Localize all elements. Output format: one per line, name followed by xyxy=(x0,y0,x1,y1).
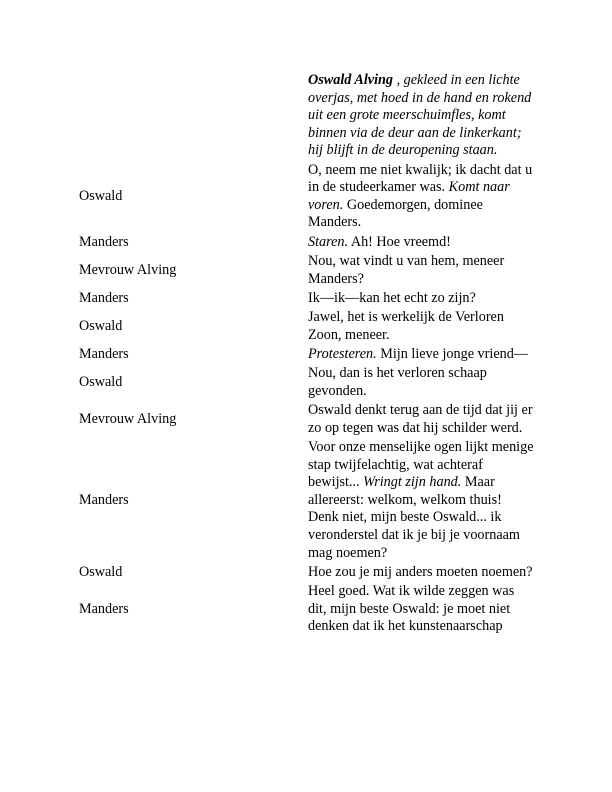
speaker-name: Oswald xyxy=(79,374,123,391)
stage-direction: Staren. xyxy=(308,233,349,250)
dialogue-text: Jawel, het is werkelijk de Verloren Zoon, meneer. xyxy=(308,309,504,343)
dialogue-text: O, neem me niet kwalijk; ik dacht dat u in de studeerkamer was. xyxy=(308,161,533,196)
speaker-name: Manders xyxy=(79,233,129,250)
dialogue-row xyxy=(79,290,539,308)
dialogue-row xyxy=(79,564,539,582)
dialogue-line xyxy=(308,234,536,252)
dialogue-row xyxy=(79,72,539,160)
dialogue-line xyxy=(308,346,536,364)
dialogue-text: Ah! Hoe vreemd! xyxy=(348,233,451,250)
dialogue-script xyxy=(79,72,539,638)
dialogue-row xyxy=(79,402,539,437)
dialogue-line xyxy=(308,162,536,232)
speaker-name: Mevrouw Alving xyxy=(79,410,177,427)
dialogue-line xyxy=(308,309,536,344)
dialogue-text: Oswald denkt terug aan de tijd dat jij er zo op tegen was dat hij schilder werd. xyxy=(308,402,533,436)
stage-direction: Protesteren. xyxy=(308,346,377,363)
dialogue-text: Hoe zou je mij anders moeten noemen? xyxy=(308,563,533,580)
dialogue-line xyxy=(308,402,536,437)
dialogue-row xyxy=(79,309,539,344)
stage-direction: Wringt zijn hand. xyxy=(363,474,462,491)
dialogue-text: Heel goed. Wat ik wilde zeggen was dit, mijn beste Oswald: je moet niet denken dat ik het kunstenaarschap xyxy=(308,583,515,635)
dialogue-row xyxy=(79,439,539,562)
dialogue-row xyxy=(79,365,539,400)
dialogue-line xyxy=(308,564,536,582)
dialogue-line xyxy=(308,365,536,400)
dialogue-line xyxy=(308,253,536,288)
dialogue-row xyxy=(79,583,539,636)
dialogue-row xyxy=(79,162,539,232)
speaker-name: Oswald xyxy=(79,563,123,580)
dialogue-text: Goedemorgen, dominee Manders. xyxy=(308,196,483,231)
dialogue-text: Nou, dan is het verloren schaap gevonden. xyxy=(308,365,487,399)
speaker-name: Manders xyxy=(79,289,129,306)
dialogue-row xyxy=(79,234,539,252)
stage-direction: , gekleed in een lichte overjas, met hoed in de hand en rokend uit een grote meerschuimfles, komt binnen via de deur aan de linkerkant; hij blijft in de deuropening staan. xyxy=(308,72,532,159)
stage-direction: Oswald Alving xyxy=(308,72,394,88)
dialogue-line xyxy=(308,583,536,636)
dialogue-text: Mijn lieve jonge vriend— xyxy=(376,346,528,363)
dialogue-text: Maar allereerst: welkom, welkom thuis! Denk niet, mijn beste Oswald... ik veronderstel dat ik je bij je voornaam mag noemen? xyxy=(308,474,520,561)
dialogue-line xyxy=(308,439,536,562)
dialogue-line xyxy=(308,290,536,308)
dialogue-row xyxy=(79,253,539,288)
speaker-name: Oswald xyxy=(79,188,123,205)
speaker-name: Manders xyxy=(79,346,129,363)
dialogue-row xyxy=(79,346,539,364)
stage-direction: Komt naar voren. xyxy=(308,179,510,213)
dialogue-text: Voor onze menselijke ogen lijkt menige stap twijfelachtig, wat achteraf bewijst... xyxy=(308,439,534,491)
speaker-name: Manders xyxy=(79,491,129,508)
speaker-name: Manders xyxy=(79,600,129,617)
dialogue-line xyxy=(308,72,536,160)
speaker-name: Oswald xyxy=(79,317,123,334)
dialogue-text: Ik—ik—kan het echt zo zijn? xyxy=(308,289,476,306)
speaker-name: Mevrouw Alving xyxy=(79,261,177,278)
dialogue-text: Nou, wat vindt u van hem, meneer Manders? xyxy=(308,253,505,287)
